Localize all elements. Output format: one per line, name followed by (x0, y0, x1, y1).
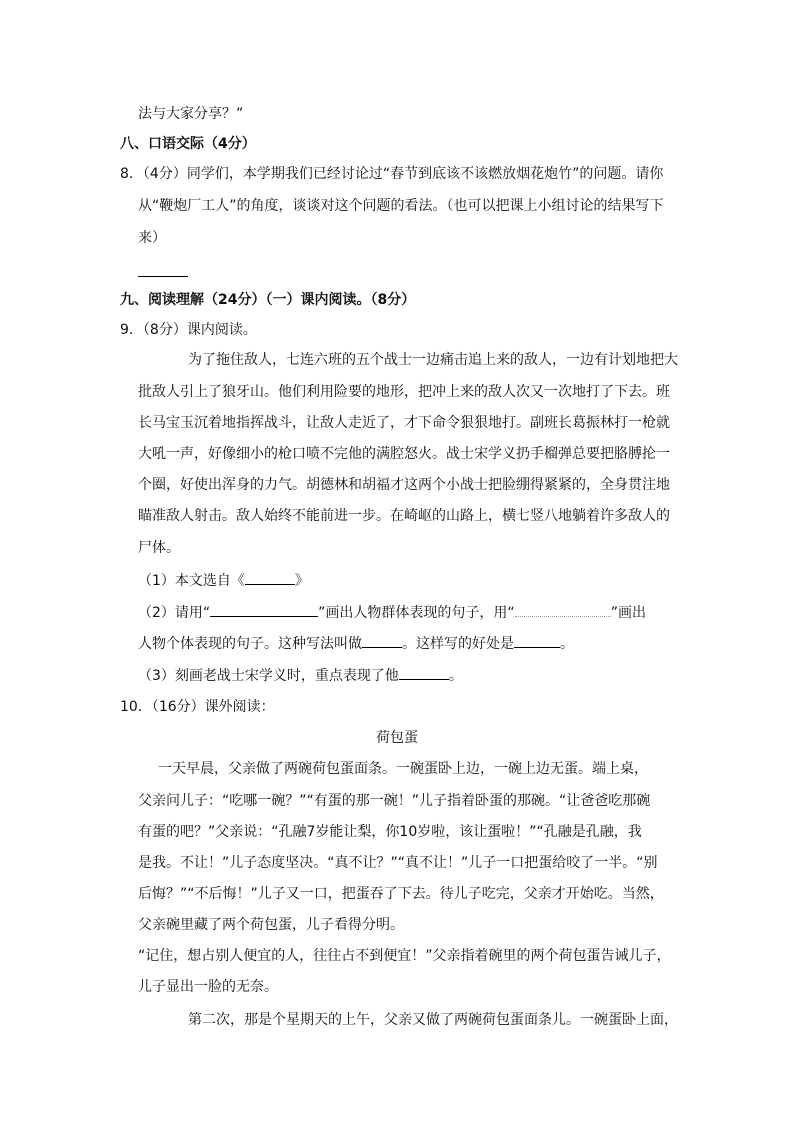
passage-line: 尸体。 (138, 540, 180, 556)
sub-question-text: 人物个体表现的句子。这种写法叫做 (138, 636, 362, 652)
passage-line: 批敌人引上了狼牙山。他们利用险要的地形，把冲上来的敌人次又一次地打了下去。班 (138, 384, 670, 400)
question-9: 9．（8分）课内阅读。 (120, 322, 257, 338)
question-10: 10．（16分）课外阅读： (120, 699, 275, 715)
passage-line: 父亲问儿子：“吃哪一碗？”“有蛋的那一碗！”儿子指着卧蛋的那碗。“让爸爸吃那碗 (138, 793, 651, 809)
sub-question-2-cont (138, 633, 574, 654)
section-heading: 九、阅读理解（24分）（一）课内阅读。（8分） (120, 292, 416, 308)
sub-question-text: （2）请用“ (138, 605, 211, 621)
answer-blank[interactable] (362, 633, 402, 648)
text-line: 从“鞭炮厂工人”的角度，谈谈对这个问题的看法。（也可以把课上小组讨论的结果写下 (138, 198, 664, 214)
question-8: 8．（4分）同学们，本学期我们已经讨论过“春节到底该不该燃放烟花炮竹”的问题。请你 (120, 166, 664, 182)
sub-question-text: ”画出 (610, 605, 646, 621)
passage-line: 个圈，好使出浑身的力气。胡德林和胡福才这两个小战士把脸绷得紧紧的，全身贯注地 (138, 477, 670, 493)
text-line: 来） (138, 230, 166, 246)
answer-blank[interactable] (514, 633, 560, 648)
sub-question-3 (138, 665, 463, 686)
straight-line-sample (210, 602, 318, 617)
sub-question-text: ”画出人物群体表现的句子，用“ (318, 605, 515, 621)
passage-line: 瞄准敌人射击。敌人始终不能前进一步。在崎岖的山路上，横七竖八地躺着许多敌人的 (138, 508, 670, 524)
sub-question-text: 》 (294, 573, 309, 589)
sub-question-text: 。 (448, 668, 463, 684)
sub-question-2 (138, 602, 646, 623)
answer-blank[interactable] (138, 262, 188, 283)
passage-line: 后悔？”“不后悔！”儿子又一口，把蛋吞了下去。待儿子吃完，父亲才开始吃。当然， (138, 886, 664, 902)
sub-question-1 (138, 570, 309, 591)
text-line: 法与大家分享？” (138, 106, 244, 122)
answer-blank[interactable] (399, 665, 449, 680)
passage-title: 荷包蛋 (376, 730, 418, 746)
passage-line: 大吼一声，好像细小的枪口喷不完他的满腔怒火。战士宋学义扔手榴弹总要把胳膊抡一 (138, 446, 670, 462)
sub-question-text: （1）本文选自《 (138, 573, 245, 589)
sub-question-text: 。 (560, 636, 574, 652)
passage-line: 儿子显出一脸的无奈。 (138, 979, 278, 995)
wavy-line-sample (515, 602, 611, 617)
passage-line: 为了拖住敌人，七连六班的五个战士一边痛击追上来的敌人，一边有计划地把大 (188, 352, 678, 368)
passage-line: 父亲碗里藏了两个荷包蛋，儿子看得分明。 (138, 917, 404, 933)
passage-line: 有蛋的吧？”父亲说：“孔融7岁能让梨，你10岁啦，该让蛋啦！”“孔融是孔融，我 (138, 824, 642, 840)
answer-blank[interactable] (245, 570, 295, 585)
sub-question-text: 。这样写的好处是 (402, 636, 514, 652)
passage-line: 是我。不让！”儿子态度坚决。“真不让？”“真不让！”儿子一口把蛋给咬了一半。“别 (138, 855, 658, 871)
passage-line: 一天早晨，父亲做了两碗荷包蛋面条。一碗蛋卧上边，一碗上边无蛋。端上桌， (158, 761, 648, 777)
sub-question-text: （3）刻画老战士宋学义时，重点表现了他 (138, 668, 399, 684)
section-heading: 八、口语交际（4分） (120, 136, 256, 152)
passage-line: 第二次，那是个星期天的上午，父亲又做了两碗荷包蛋面条儿。一碗蛋卧上面， (188, 1012, 678, 1028)
passage-line: “记住，想占别人便宜的人，往往占不到便宜！”父亲指着碗里的两个荷包蛋告诫儿子， (138, 948, 671, 964)
passage-line: 长马宝玉沉着地指挥战斗，让敌人走近了，才下命令狠狠地打。副班长葛振林打一枪就 (138, 415, 670, 431)
